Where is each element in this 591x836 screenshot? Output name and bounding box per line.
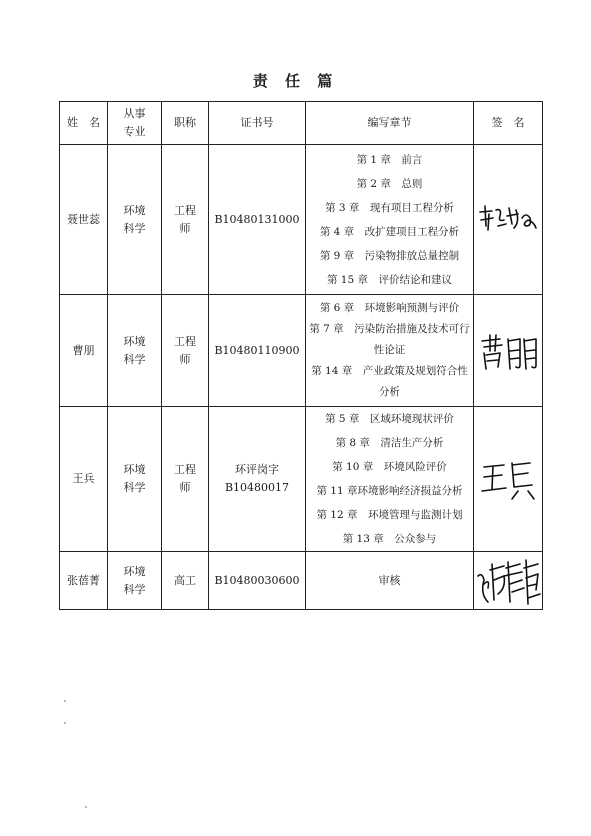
person-major: 环境 科学 [108, 407, 162, 552]
list-item: 第 6 章 环境影响预测与评价 [319, 302, 460, 314]
page-title: 责 任 篇 [252, 72, 339, 90]
handwritten-signature [474, 554, 542, 608]
list-item: 第 12 章 环境管理与监测计划 [316, 509, 463, 521]
table-header-row [60, 102, 543, 145]
section-list [306, 145, 474, 295]
table-row [60, 295, 543, 407]
signature-cell [474, 552, 543, 610]
handwritten-signature [476, 329, 540, 373]
handwritten-signature [478, 457, 538, 501]
person-title: 工程 师 [162, 145, 209, 295]
person-name: 王兵 [60, 407, 108, 552]
list-item: 第 2 章 总则 [356, 177, 423, 190]
list-item: 第 11 章环境影响经济损益分析 [316, 485, 463, 497]
list-item: 第 10 章 环境风险评价 [332, 461, 447, 473]
section-list [306, 552, 474, 610]
list-item: 第 4 章 改扩建项目工程分析 [319, 225, 460, 238]
handwritten-signature [476, 200, 540, 240]
person-name: 曹朋 [60, 295, 108, 407]
header-sections: 编写章节 [306, 102, 474, 145]
header-title: 职称 [162, 102, 209, 145]
signature-cell [474, 145, 543, 295]
person-major: 环境 科学 [108, 552, 162, 610]
person-cert: B10480131000 [209, 145, 306, 295]
header-cert: 证书号 [209, 102, 306, 145]
list-item: 第 9 章 污染物排放总量控制 [319, 249, 460, 262]
section-list [306, 407, 474, 552]
person-name: 张蓓菁 [60, 552, 108, 610]
person-title: 工程 师 [162, 295, 209, 407]
signature-cell [474, 407, 543, 552]
header-major: 从事 专业 [108, 102, 162, 145]
table-row [60, 407, 543, 552]
section-list [306, 295, 474, 407]
list-item: 第 15 章 评价结论和建议 [326, 273, 453, 286]
table-row [60, 552, 543, 610]
list-item: 第 8 章 清洁生产分析 [335, 437, 444, 449]
scan-speck [64, 722, 66, 724]
list-item: 审核 [378, 573, 401, 587]
person-title: 工程 师 [162, 407, 209, 552]
person-cert: 环评岗字 B10480017 [209, 407, 306, 552]
person-major: 环境 科学 [108, 295, 162, 407]
person-cert: B10480110900 [209, 295, 306, 407]
list-item: 第 7 章 污染防治措施及技术可行性论证 [309, 323, 470, 356]
header-name: 姓 名 [60, 102, 108, 145]
header-signature: 签 名 [474, 102, 543, 145]
list-item: 第 3 章 现有项目工程分析 [325, 201, 454, 214]
list-item: 第 5 章 区域环境现状评价 [325, 413, 454, 425]
responsibility-table [59, 101, 543, 610]
signature-cell [474, 295, 543, 407]
table-row [60, 145, 543, 295]
list-item: 第 1 章 前言 [356, 153, 423, 166]
list-item: 第 14 章 产业政策及规划符合性分析 [311, 365, 468, 398]
scan-speck [85, 806, 87, 808]
person-title: 高工 [162, 552, 209, 610]
person-cert: B10480030600 [209, 552, 306, 610]
person-major: 环境 科学 [108, 145, 162, 295]
scan-speck [64, 700, 66, 702]
list-item: 第 13 章 公众参与 [342, 533, 437, 545]
person-name: 聂世蕊 [60, 145, 108, 295]
